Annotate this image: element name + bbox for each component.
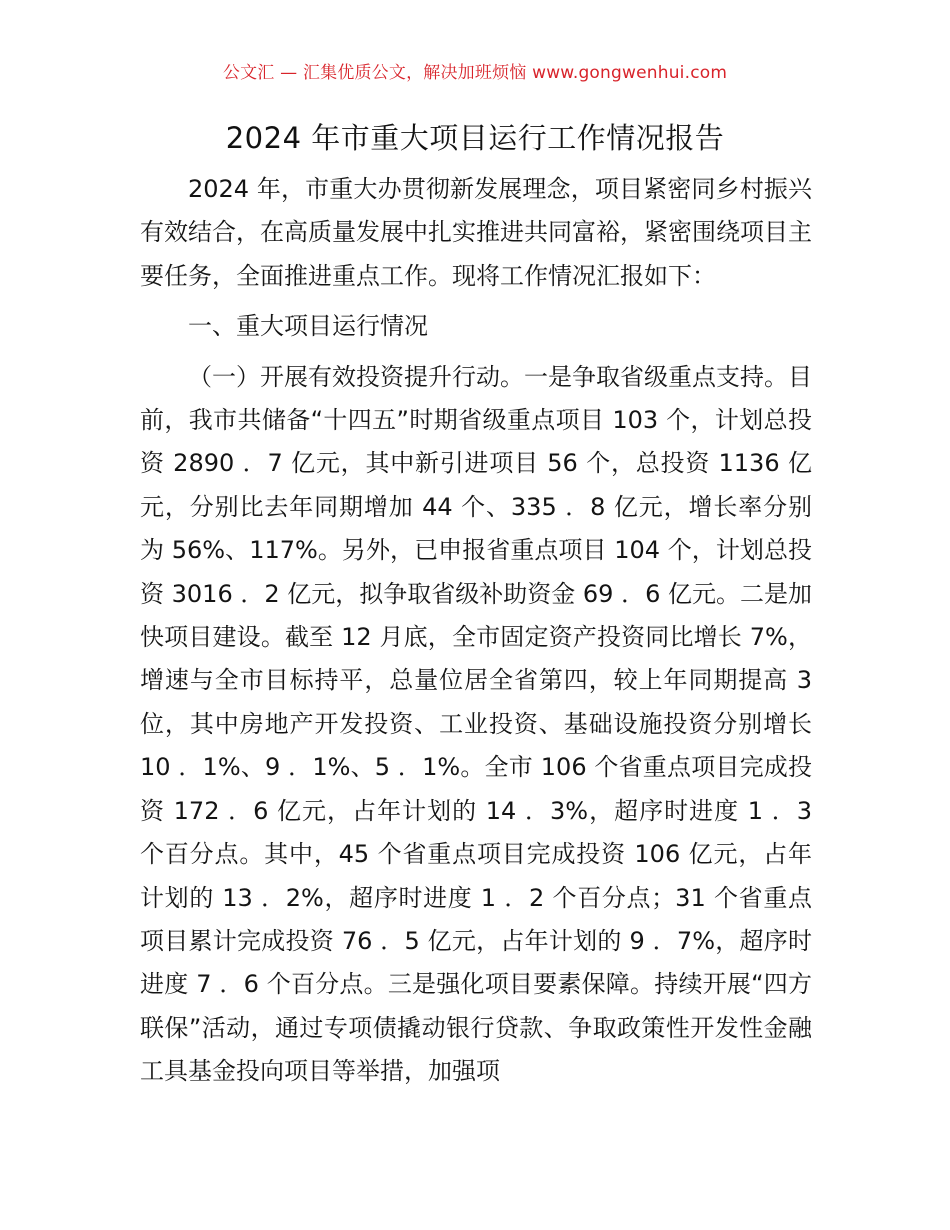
website-banner: 公文汇 — 汇集优质公文，解决加班烦恼 www.gongwenhui.com: [222, 63, 728, 83]
document-body: [140, 168, 812, 1094]
intro-paragraph: 2024 年，市重大办贯彻新发展理念，项目紧密同乡村振兴有效结合，在高质量发展中扎实推进共同富裕，紧密围绕项目主要任务，全面推进重点工作。现将工作情况汇报如下：: [140, 175, 812, 290]
document-title: 2024 年市重大项目运行工作情况报告: [225, 121, 725, 155]
section-heading: 一、重大项目运行情况: [188, 312, 428, 341]
body-paragraph: （一）开展有效投资提升行动。一是争取省级重点支持。目前，我市共储备“十四五”时期省级重点项目 103 个，计划总投资 2890 ．7 亿元，其中新引进项目 56 个，总投资 1136 亿元，分别比去年同期增加 44 个、335 ．8 亿元，增长率分别为 56%、117%。另外，已申报省重点项目 104 个，计划总投资 3016 ．2 亿元，拟争取省级补助资金 69 ．6 亿元。二是加快项目建设。截至 12 月底，全市固定资产投资同比增长 7%，增速与全市目标持平，总量位居全省第四，较上年同期提高 3 位，其中房地产开发投资、工业投资、基础设施投资分别增长 10 ．1%、9 ．1%、5 ．1%。全市 106 个省重点项目完成投资 172 ．6 亿元，占年计划的 14 ．3%，超序时进度 1 ．3 个百分点。其中，45 个省重点项目完成投资 106 亿元，占年计划的 13 ．2%，超序时进度 1 ．2 个百分点；31 个省重点项目累计完成投资 76 ．5 亿元，占年计划的 9 ．7%，超序时进度 7 ．6 个百分点。三是强化项目要素保障。持续开展“四方联保”活动，通过专项债撬动银行贷款、争取政策性开发性金融工具基金投向项目等举措，加强项: [140, 362, 812, 1086]
